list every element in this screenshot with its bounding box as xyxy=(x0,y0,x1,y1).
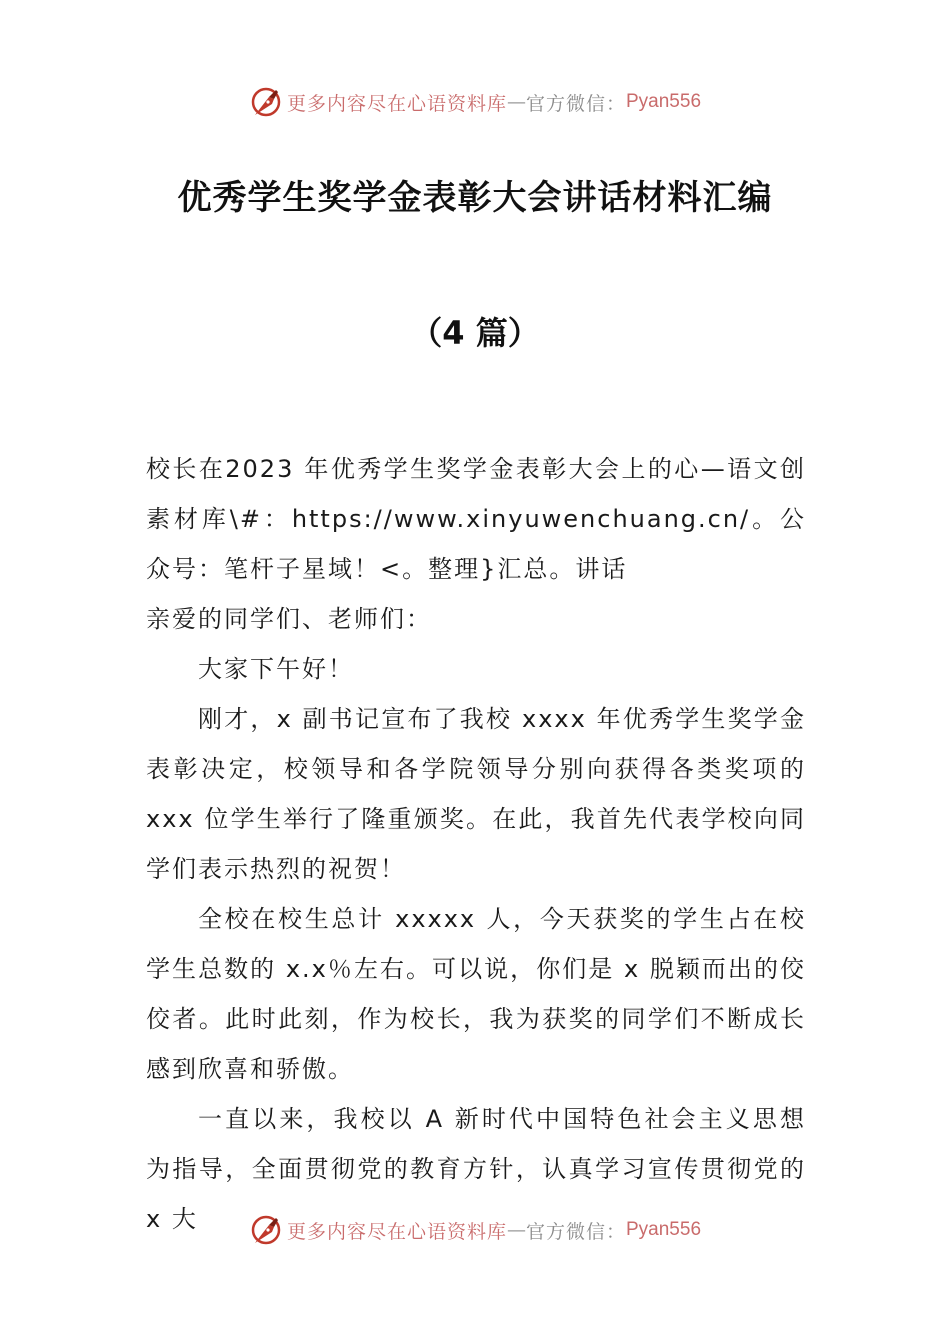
paragraph-body: 全校在校生总计 xxxxx 人，今天获奖的学生占在校学生总数的 x.x％左右。可以说，你们是 x 脱颖而出的佼佼者。此时此刻，作为校长，我为获奖的同学们不断成长感到欣喜和骄傲。 xyxy=(146,905,806,1083)
banner-separator: — xyxy=(506,91,526,113)
banner-text: 更多内容尽在心语资料库 xyxy=(286,92,507,115)
paragraph-salutation: 亲爱的同学们、老师们： xyxy=(146,605,432,633)
document-body xyxy=(146,444,806,1244)
pen-nib-logo-icon xyxy=(249,1213,283,1247)
header-watermark-banner xyxy=(0,82,950,122)
banner-contact-label: 官方微信： xyxy=(525,1220,626,1243)
banner-contact-label: 官方微信： xyxy=(525,92,626,115)
banner-text: 更多内容尽在心语资料库 xyxy=(286,1220,507,1243)
pen-nib-logo-icon xyxy=(249,85,283,119)
paragraph-body: 一直以来，我校以 A 新时代中国特色社会主义思想为指导，全面贯彻党的教育方针，认真学习宣传贯彻党的 x 大 xyxy=(146,1105,806,1233)
paragraph-body: 刚才，x 副书记宣布了我校 xxxx 年优秀学生奖学金表彰决定，校领导和各学院领导分别向获得各类奖项的 xxx 位学生举行了隆重颁奖。在此，我首先代表学校向同学们表示热烈的祝贺！ xyxy=(146,705,806,883)
document-subtitle: （4 篇） xyxy=(410,314,540,352)
paragraph-heading: 校长在2023 年优秀学生奖学金表彰大会上的心—语文创素材库\#：https://www.xinyuwenchuang.cn/。公众号：笔杆子星域！<。整理}汇总。讲话 xyxy=(146,455,806,583)
document-title: 优秀学生奖学金表彰大会讲话材料汇编 xyxy=(177,178,773,218)
footer-watermark-banner xyxy=(0,1210,950,1250)
banner-contact-id: Pyan556 xyxy=(626,91,702,112)
banner-separator: — xyxy=(506,1219,526,1241)
banner-contact-id: Pyan556 xyxy=(626,1219,702,1240)
paragraph-greeting: 大家下午好！ xyxy=(198,655,354,683)
